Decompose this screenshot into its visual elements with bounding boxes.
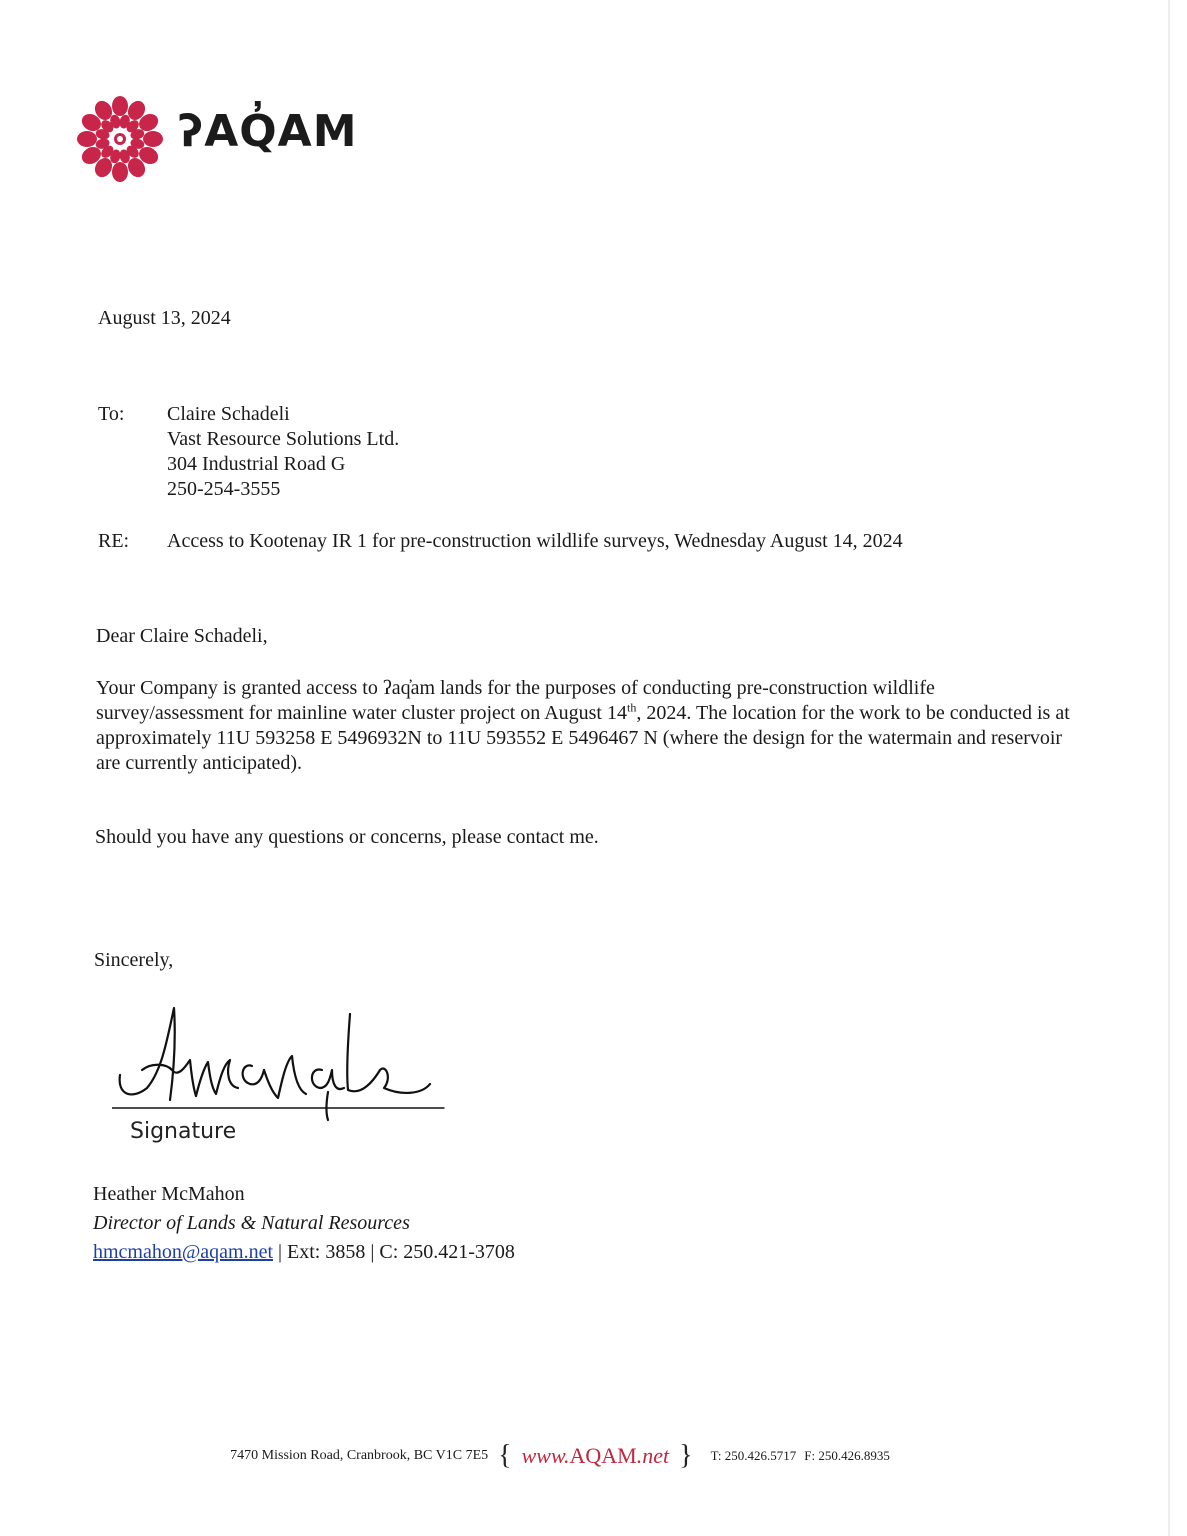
footer-address: 7470 Mission Road, Cranbrook, BC V1C 7E5: [230, 1448, 489, 1463]
re-label: RE:: [98, 530, 130, 552]
body-paragraph: [96, 676, 1086, 776]
logo-flower-icon: [76, 95, 164, 183]
subject-line: Access to Kootenay IR 1 for pre-construction wildlife surveys, Wednesday August 14, 2024: [167, 530, 903, 552]
web-brand: AQAM: [569, 1443, 637, 1468]
footer-phone: T: 250.426.5717: [710, 1448, 797, 1463]
to-label: To:: [98, 403, 125, 425]
web-prefix: www.: [521, 1443, 570, 1468]
signatory-contact: [93, 1240, 515, 1265]
footer-brace-open: {: [498, 1440, 512, 1471]
web-suffix: .net: [636, 1443, 670, 1468]
recipient-name: Claire Schadeli: [167, 403, 290, 425]
recipient-company: Vast Resource Solutions Ltd.: [167, 428, 400, 450]
footer-website[interactable]: [522, 1443, 670, 1469]
email-link[interactable]: hmcmahon@aqam.net: [93, 1241, 274, 1263]
closing: Sincerely,: [94, 949, 174, 971]
body-text-part2: , 2024. The location for the work to be conducted is at approximately 11U 593258 E 5496932N to 11U 593552 E 5496467 N (where the design for the watermain and reservoir are currently anticipated).: [96, 702, 1070, 774]
contact-details: | Ext: 3858 | C: 250.421-3708: [273, 1241, 515, 1263]
letterhead-footer: [0, 1440, 1120, 1472]
signature-label: Signature: [130, 1119, 237, 1144]
recipient-address: 304 Industrial Road G: [167, 453, 346, 475]
recipient-block: [167, 402, 399, 502]
scan-edge-line: [1168, 0, 1170, 1536]
handwritten-signature: [112, 1000, 452, 1130]
contact-request: Should you have any questions or concerns, please contact me.: [95, 826, 599, 848]
signatory-name: Heather McMahon: [93, 1183, 245, 1205]
greeting: Dear Claire Schadeli,: [96, 625, 268, 647]
letter-date: August 13, 2024: [98, 307, 231, 329]
body-text-part1: Your Company is granted access to ʔaq̓am lands for the purposes of conducting pre-construction wildlife survey/assessment for mainline water cluster project on August 14: [96, 677, 935, 724]
signatory-title: Director of Lands & Natural Resources: [93, 1212, 410, 1234]
footer-brace-close: }: [679, 1440, 693, 1471]
recipient-phone: 250-254-3555: [167, 478, 281, 500]
body-superscript: th: [627, 700, 637, 715]
logo-wordmark: ʔAQ̓AM: [178, 106, 358, 157]
footer-fax: F: 250.426.8935: [804, 1448, 890, 1463]
